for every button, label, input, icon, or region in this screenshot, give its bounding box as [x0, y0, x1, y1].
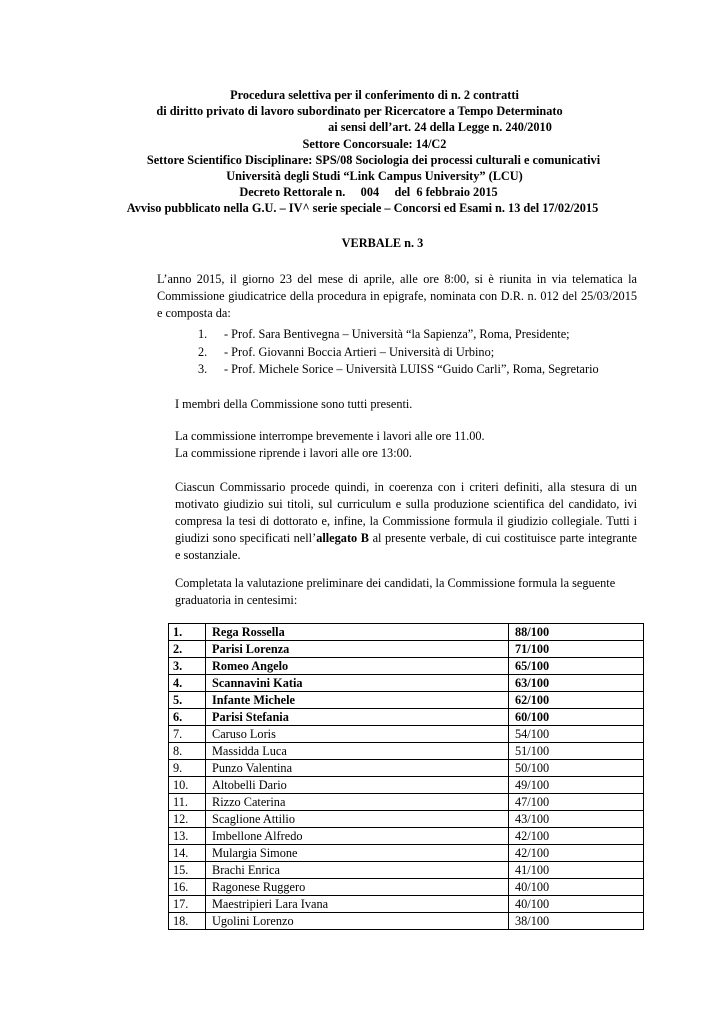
allegato-b-label: allegato B: [316, 531, 369, 545]
graduatoria-table: [168, 623, 644, 930]
table-row: 4. Scannavini Katia 63/100: [169, 675, 644, 692]
header-line-decree: Decreto Rettorale n. 004 del 6 febbraio 2015: [239, 185, 498, 200]
resume-line: La commissione riprende i lavori alle ore 13:00.: [175, 446, 412, 460]
table-row: 10. Altobelli Dario 49/100: [169, 777, 644, 794]
list-item: 3. - Prof. Michele Sorice – Università LUISS “Guido Carli”, Roma, Segretario: [198, 362, 599, 376]
header-line-ssd: Settore Scientifico Disciplinare: SPS/08 Sociologia dei processi culturali e comunicativi: [146, 152, 601, 167]
table-row: 16. Ragonese Ruggero 40/100: [169, 879, 644, 896]
table-row: 18. Ugolini Lorenzo 38/100: [169, 913, 644, 930]
header-line-contract: di diritto privato di lavoro subordinato per Ricercatore a Tempo Determinato: [156, 104, 563, 119]
table-row: 5. Infante Michele 62/100: [169, 692, 644, 709]
final-paragraph: Completata la valutazione preliminare dei candidati, la Commissione formula la seguente graduatoria in centesimi:: [175, 576, 616, 607]
table-row: 17. Maestripieri Lara Ivana 40/100: [169, 896, 644, 913]
document-header: [0, 87, 725, 217]
table-row: 2. Parisi Lorenza 71/100: [169, 641, 644, 658]
header-line-university: Università degli Studi “Link Campus University” (LCU): [226, 169, 523, 184]
break-paragraph: [175, 428, 637, 462]
table-row: 15. Brachi Enrica 41/100: [169, 862, 644, 879]
table-row: 7. Caruso Loris 54/100: [169, 726, 644, 743]
header-line-notice: Avviso pubblicato nella G.U. – IV^ serie speciale – Concorsi ed Esami n. 13 del 17/02/2015: [126, 201, 599, 216]
table-row: 8. Massidda Luca 51/100: [169, 743, 644, 760]
list-item: 1. - Prof. Sara Bentivegna – Università “la Sapienza”, Roma, Presidente;: [198, 327, 570, 341]
table-row: 13. Imbellone Alfredo 42/100: [169, 828, 644, 845]
header-line-law: ai sensi dell’art. 24 della Legge n. 240/2010: [328, 120, 552, 135]
table-row: 1. Rega Rossella 88/100: [169, 624, 644, 641]
list-item: 2. - Prof. Giovanni Boccia Artieri – Università di Urbino;: [198, 344, 495, 359]
commission-members-list: [198, 326, 599, 379]
table-row: 12. Scaglione Attilio 43/100: [169, 811, 644, 828]
verbale-title: VERBALE n. 3: [341, 236, 424, 250]
table-row: 14. Mulargia Simone 42/100: [169, 845, 644, 862]
table-row: 11. Rizzo Caterina 47/100: [169, 794, 644, 811]
table-row: 6. Parisi Stefania 60/100: [169, 709, 644, 726]
header-line-settore: Settore Concorsuale: 14/C2: [302, 136, 447, 151]
intro-paragraph: L’anno 2015, il giorno 23 del mese di aprile, alle ore 8:00, si è riunita in via telematica la Commissione giudicatrice della procedura in epigrafe, nominata con D.R. n. 012 del 25/03/2015 e composta da:: [157, 272, 637, 320]
process-paragraph: Ciascun Commissario procede quindi, in coerenza con i criteri definiti, alla stesura di un motivato giudizio sui titoli, sul curriculum e sulla produzione scientifica del candidato, ivi compresa la tesi di dottorato e, infine, la Commissione formula il giudizio collegiale. Tutti i giudizi sono specificati nell’allegato B al presente verbale, di cui costituisce parte integrante e sostanziale.: [175, 480, 637, 562]
table-row: 9. Punzo Valentina 50/100: [169, 760, 644, 777]
present-paragraph: I membri della Commissione sono tutti presenti.: [175, 397, 413, 411]
table-row: 3. Romeo Angelo 65/100: [169, 658, 644, 675]
header-line-procedure: Procedura selettiva per il conferimento di n. 2 contratti: [230, 88, 519, 102]
break-line: La commissione interrompe brevemente i lavori alle ore 11.00.: [175, 429, 485, 443]
